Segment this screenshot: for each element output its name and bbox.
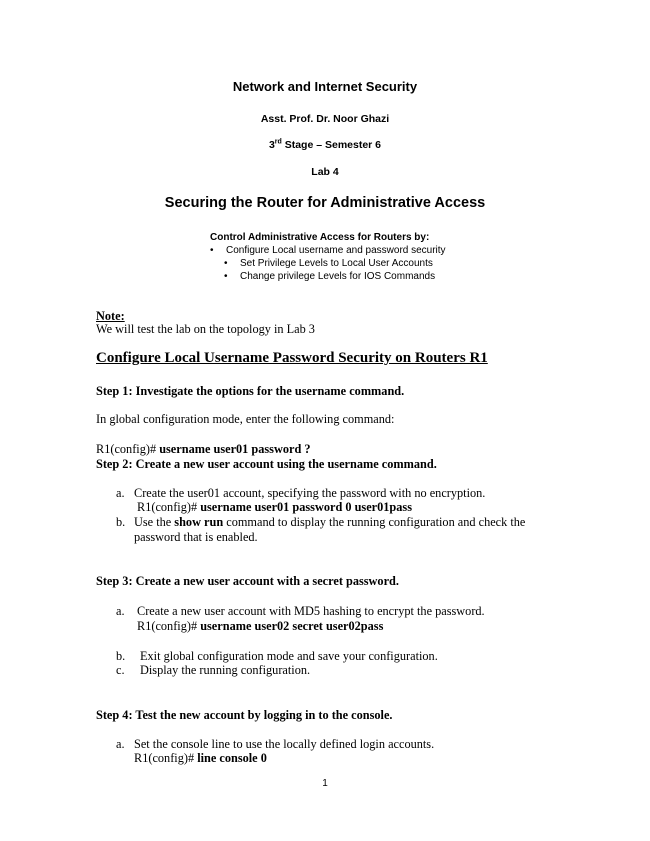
step3-c-text: Display the running configuration. (140, 663, 311, 677)
bullet-glyph: • (224, 271, 228, 282)
step4-a-command-line (134, 751, 267, 766)
step4-a-text: Set the console line to use the locally defined login accounts. (134, 737, 435, 751)
stage-number: 3 (268, 139, 275, 151)
objective-item (224, 271, 435, 282)
step2-b-post: command to display the running configuration and check the (223, 515, 526, 529)
cli-prompt: R1(config)# (96, 442, 160, 456)
cli-command: username user01 password ? (159, 442, 311, 456)
step4-title: Step 4: Test the new account by logging in to the console. (96, 708, 393, 722)
bullet-glyph: • (224, 258, 228, 269)
note-label: Note: (96, 309, 125, 323)
show-run-command: show run (174, 515, 224, 529)
course-title: Network and Internet Security (232, 79, 418, 94)
step3-b-marker: b. (116, 649, 126, 663)
objective-item (224, 258, 433, 269)
step2-b-text (134, 515, 525, 530)
cli-prompt: R1(config)# (134, 751, 198, 765)
stage-semester (0, 139, 650, 151)
step2-b-line2: password that is enabled. (134, 530, 258, 544)
lab-title: Securing the Router for Administrative Access (164, 195, 486, 211)
step1-title: Step 1: Investigate the options for the username command. (96, 384, 405, 398)
lab-number: Lab 4 (311, 166, 339, 178)
step3-c-marker: c. (116, 663, 125, 677)
page-number: 1 (322, 778, 328, 789)
cli-command: username user02 secret user02pass (200, 619, 384, 633)
step3-a-command-line (137, 619, 383, 634)
objectives-heading: Control Administrative Access for Routers by: (210, 232, 430, 243)
step2-a-command-line (137, 500, 412, 515)
step1-command-line (96, 442, 311, 457)
objective-text: Set Privilege Levels to Local User Accounts (240, 258, 433, 269)
step1-intro: In global configuration mode, enter the following command: (96, 412, 395, 426)
step2-a-marker: a. (116, 486, 125, 500)
step2-a-text: Create the user01 account, specifying the password with no encryption. (134, 486, 486, 500)
cli-command: line console 0 (197, 751, 267, 765)
note-text: We will test the lab on the topology in Lab 3 (96, 322, 315, 336)
objective-item (210, 245, 446, 256)
cli-prompt: R1(config)# (137, 500, 201, 514)
cli-command: username user01 password 0 user01pass (200, 500, 412, 514)
cli-prompt: R1(config)# (137, 619, 201, 633)
step2-b-marker: b. (116, 515, 126, 529)
step4-a-marker: a. (116, 737, 125, 751)
step3-b-text: Exit global configuration mode and save your configuration. (140, 649, 438, 663)
step2-b-pre: Use the (134, 515, 175, 529)
objective-text: Configure Local username and password security (226, 245, 446, 256)
instructor-name: Asst. Prof. Dr. Noor Ghazi (260, 113, 390, 125)
step3-a-text: Create a new user account with MD5 hashing to encrypt the password. (137, 604, 485, 618)
step2-title: Step 2: Create a new user account using the username command. (96, 457, 437, 471)
stage-ordinal-suffix: rd (274, 138, 282, 146)
bullet-glyph: • (210, 245, 214, 256)
stage-semester-text: Stage – Semester 6 (281, 139, 382, 151)
objective-text: Change privilege Levels for IOS Commands (240, 271, 436, 282)
step3-a-marker: a. (116, 604, 125, 618)
section-title: Configure Local Username Password Security on Routers R1 (96, 350, 488, 366)
step3-title: Step 3: Create a new user account with a secret password. (96, 574, 399, 588)
